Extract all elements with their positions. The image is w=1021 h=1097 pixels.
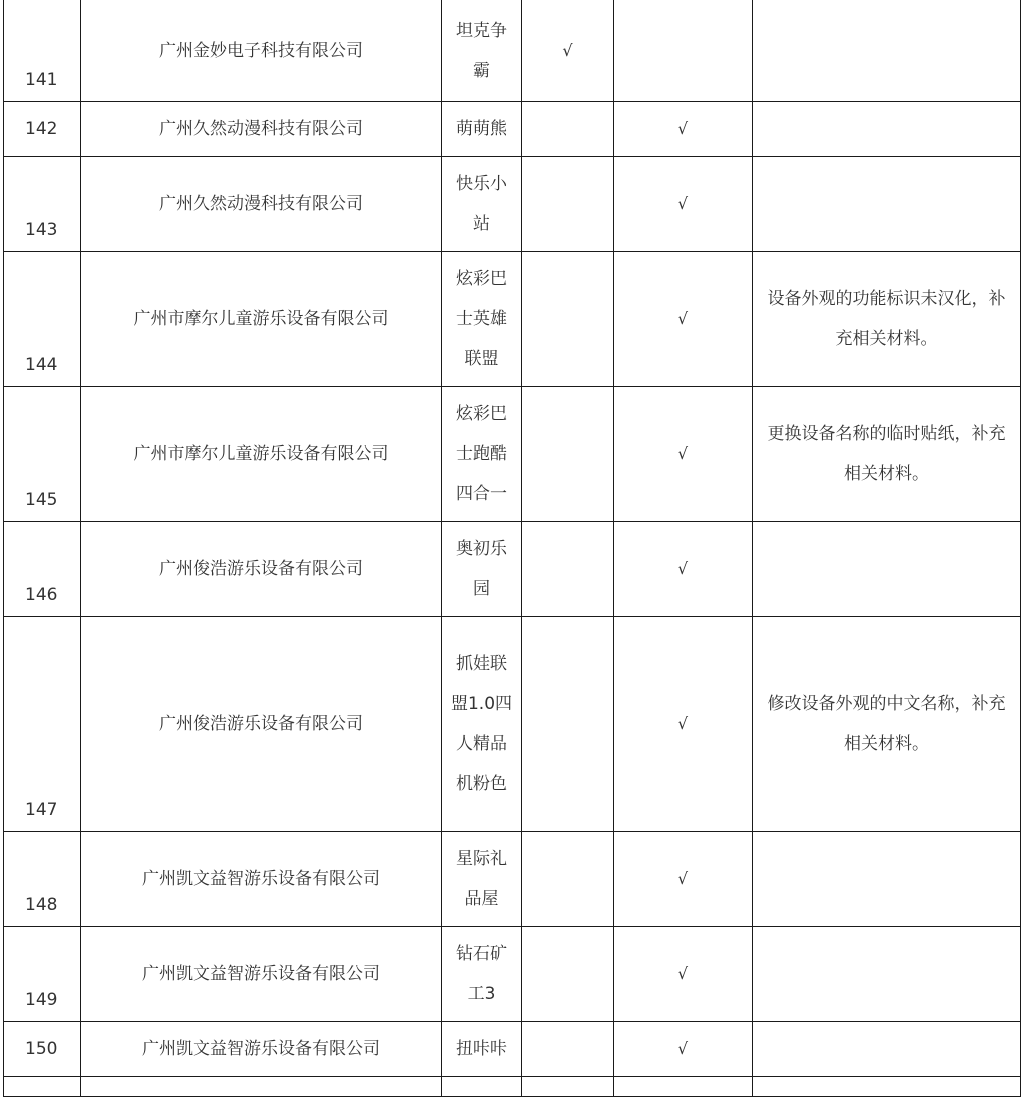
table-row-partial	[4, 1077, 1021, 1097]
device-name: 坦克争霸	[442, 0, 522, 102]
remark	[753, 0, 1021, 102]
device-name: 扭咔咔	[442, 1022, 522, 1077]
check-col-b: √	[614, 617, 753, 832]
check-col-a	[522, 617, 614, 832]
check-col-b: √	[614, 157, 753, 252]
row-number: 145	[4, 387, 81, 522]
row-number: 142	[4, 102, 81, 157]
check-col-b: √	[614, 102, 753, 157]
check-col-b: √	[614, 522, 753, 617]
company-name: 广州凯文益智游乐设备有限公司	[81, 927, 442, 1022]
check-col-a	[522, 522, 614, 617]
device-name: 快乐小站	[442, 157, 522, 252]
row-number: 148	[4, 832, 81, 927]
check-col-b: √	[614, 1022, 753, 1077]
row-number: 150	[4, 1022, 81, 1077]
remark	[753, 927, 1021, 1022]
row-number: 146	[4, 522, 81, 617]
check-col-a	[522, 102, 614, 157]
approval-table	[3, 0, 1021, 1097]
remark: 设备外观的功能标识未汉化，补充相关材料。	[753, 252, 1021, 387]
remark	[753, 1022, 1021, 1077]
remark: 更换设备名称的临时贴纸，补充相关材料。	[753, 387, 1021, 522]
device-name: 钻石矿工3	[442, 927, 522, 1022]
table-row	[4, 0, 1021, 102]
company-name: 广州凯文益智游乐设备有限公司	[81, 1022, 442, 1077]
company-name: 广州久然动漫科技有限公司	[81, 157, 442, 252]
table-row	[4, 832, 1021, 927]
row-number: 141	[4, 0, 81, 102]
table-row	[4, 387, 1021, 522]
row-number: 147	[4, 617, 81, 832]
table-row	[4, 1022, 1021, 1077]
device-name: 星际礼品屋	[442, 832, 522, 927]
table-row	[4, 157, 1021, 252]
row-number: 144	[4, 252, 81, 387]
check-col-a	[522, 387, 614, 522]
check-col-a: √	[522, 0, 614, 102]
company-name: 广州凯文益智游乐设备有限公司	[81, 832, 442, 927]
check-col-b	[614, 0, 753, 102]
row-number: 149	[4, 927, 81, 1022]
table-row	[4, 522, 1021, 617]
table-row	[4, 252, 1021, 387]
table-row	[4, 102, 1021, 157]
device-name: 抓娃联盟1.0四人精品机粉色	[442, 617, 522, 832]
device-name: 奥初乐园	[442, 522, 522, 617]
device-name: 炫彩巴士英雄联盟	[442, 252, 522, 387]
company-name: 广州俊浩游乐设备有限公司	[81, 522, 442, 617]
table-row	[4, 617, 1021, 832]
remark	[753, 522, 1021, 617]
company-name: 广州市摩尔儿童游乐设备有限公司	[81, 387, 442, 522]
device-name: 萌萌熊	[442, 102, 522, 157]
check-col-a	[522, 1022, 614, 1077]
company-name: 广州久然动漫科技有限公司	[81, 102, 442, 157]
check-col-b: √	[614, 832, 753, 927]
row-number: 143	[4, 157, 81, 252]
check-col-a	[522, 927, 614, 1022]
check-col-a	[522, 832, 614, 927]
check-col-a	[522, 252, 614, 387]
company-name: 广州市摩尔儿童游乐设备有限公司	[81, 252, 442, 387]
check-col-b: √	[614, 252, 753, 387]
remark	[753, 832, 1021, 927]
device-name: 炫彩巴士跑酷四合一	[442, 387, 522, 522]
company-name: 广州俊浩游乐设备有限公司	[81, 617, 442, 832]
remark: 修改设备外观的中文名称，补充相关材料。	[753, 617, 1021, 832]
table-row	[4, 927, 1021, 1022]
remark	[753, 157, 1021, 252]
check-col-b: √	[614, 387, 753, 522]
check-col-b: √	[614, 927, 753, 1022]
company-name: 广州金妙电子科技有限公司	[81, 0, 442, 102]
remark	[753, 102, 1021, 157]
check-col-a	[522, 157, 614, 252]
